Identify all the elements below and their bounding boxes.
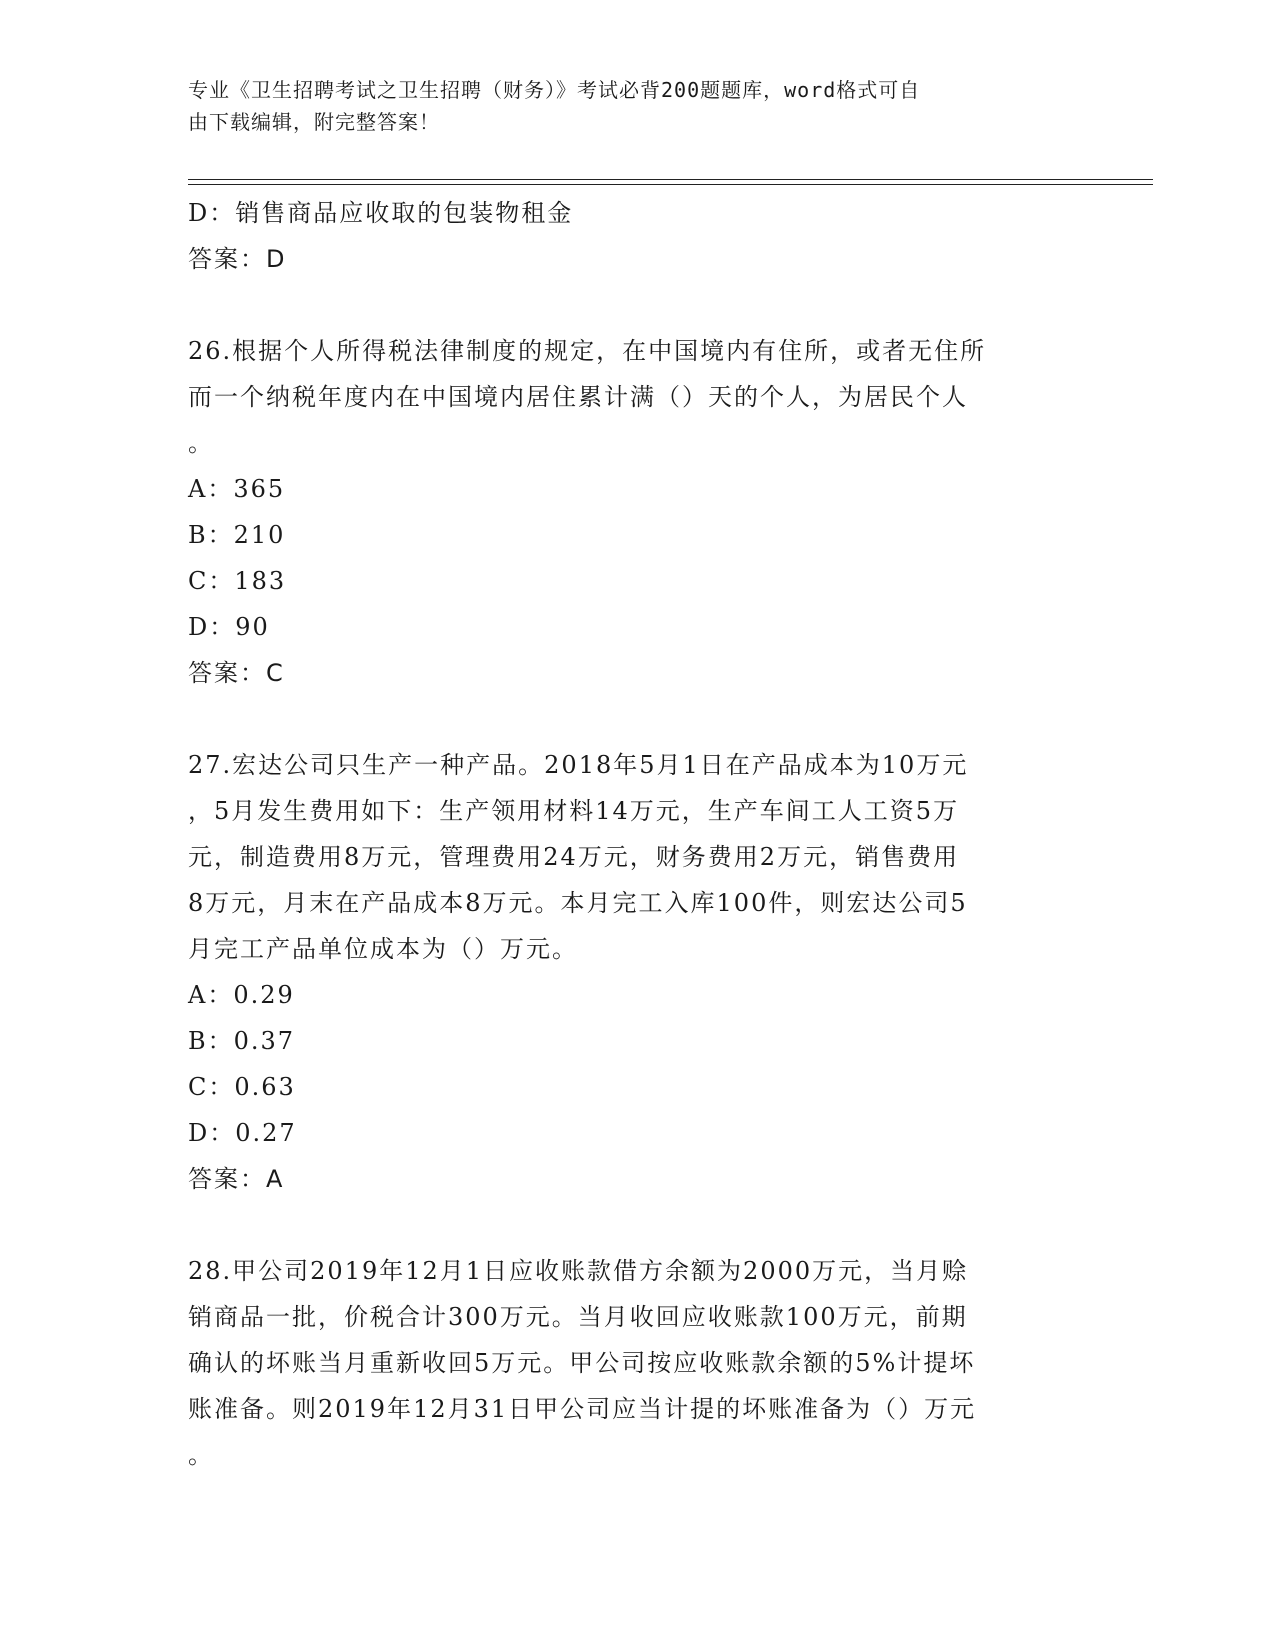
q26-stem-line-2: 而一个纳税年度内在中国境内居住累计满（）天的个人，为居民个人	[188, 383, 968, 411]
q26-option-a: A：365	[188, 475, 286, 503]
q26-option-c: C：183	[188, 567, 287, 595]
q28-stem-line-4: 账准备。则2019年12月31日甲公司应当计提的坏账准备为（）万元	[188, 1395, 977, 1423]
header-rule-bottom	[188, 184, 1153, 185]
q27-answer: 答案：A	[188, 1165, 285, 1193]
question-content	[188, 190, 1088, 1478]
q27-stem-line-2: ，5月发生费用如下：生产领用材料14万元，生产车间工人工资5万	[188, 797, 960, 825]
q26-stem-line-1: 26.根据个人所得税法律制度的规定，在中国境内有住所，或者无住所	[188, 337, 987, 365]
q27-option-b: B：0.37	[188, 1027, 296, 1055]
question-26	[188, 328, 1088, 696]
q26-answer: 答案：C	[188, 659, 285, 687]
header-rule-top	[188, 179, 1153, 180]
q27-stem-line-5: 月完工产品单位成本为（）万元。	[188, 935, 578, 963]
q27-stem-line-1: 27.宏达公司只生产一种产品。2018年5月1日在产品成本为10万元	[188, 751, 969, 779]
q27-option-d: D：0.27	[188, 1119, 297, 1147]
q28-stem-line-3: 确认的坏账当月重新收回5万元。甲公司按应收账款余额的5%计提坏	[188, 1349, 976, 1377]
q27-stem-line-3: 元，制造费用8万元，管理费用24万元，财务费用2万元，销售费用	[188, 843, 960, 871]
header-line-2: 由下载编辑，附完整答案！	[188, 110, 440, 134]
document-header	[188, 74, 1068, 138]
q28-stem-line-2: 销商品一批，价税合计300万元。当月收回应收账款100万元，前期	[188, 1303, 968, 1331]
prev-answer: 答案：D	[188, 245, 287, 273]
q28-stem-line-5: 。	[188, 1441, 214, 1469]
q26-option-d: D：90	[188, 613, 270, 641]
header-line-1: 专业《卫生招聘考试之卫生招聘（财务）》考试必背200题题库，word格式可自	[188, 78, 921, 102]
question-27	[188, 742, 1088, 1202]
q28-stem-line-1: 28.甲公司2019年12月1日应收账款借方余额为2000万元，当月赊	[188, 1257, 969, 1285]
q27-option-c: C：0.63	[188, 1073, 296, 1101]
q27-stem-line-4: 8万元，月末在产品成本8万元。本月完工入库100件，则宏达公司5	[188, 889, 968, 917]
prev-option-d: D：销售商品应收取的包装物租金	[188, 199, 574, 227]
question-28	[188, 1248, 1088, 1478]
q27-option-a: A：0.29	[188, 981, 295, 1009]
q26-option-b: B：210	[188, 521, 286, 549]
q26-stem-line-3: 。	[188, 429, 214, 457]
